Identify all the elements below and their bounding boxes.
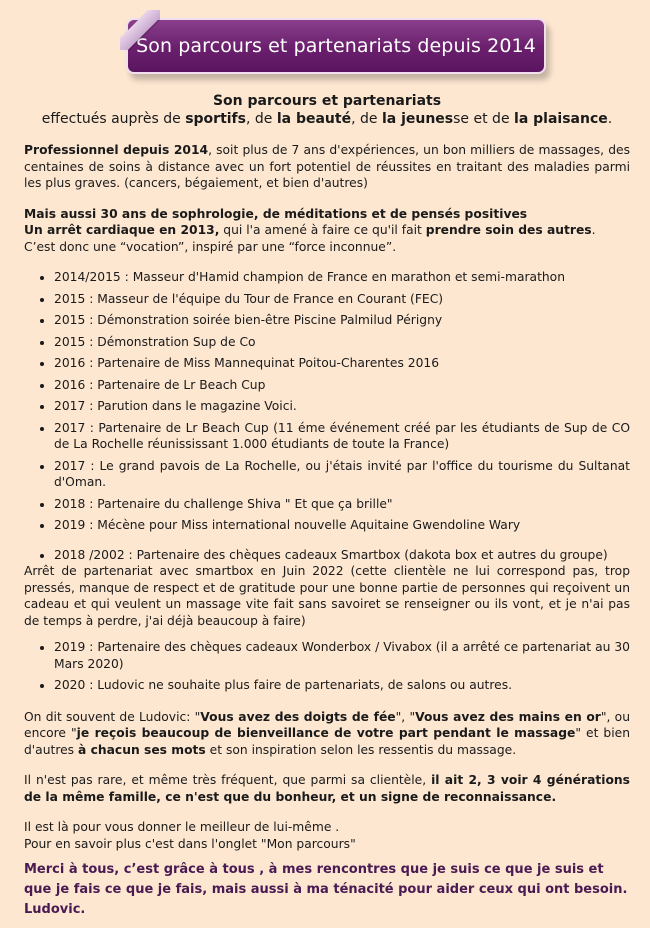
quotes-paragraph: On dit souvent de Ludovic: "Vous avez des doigts de fée", "Vous avez des mains en or", ou encore "je reçois beaucoup de bienveillance de votre part pendant le massage" et bien d'autres à chacun ses mots et son inspiration selon les ressentis du massage. <box>24 709 630 757</box>
smartbox-paragraph: Arrêt de partenariat avec smartbox en Juin 2022 (cette clientèle ne lui correspond pas, trop pressés, manque de respect et de gratitude pour une bonne partie de personnes qui reçoivent un cadeau et qui veulent un massage vite fait sans savoiret se renseigner ou ils vont, et je n'ai pas de temps à perdre, j'ai déjà beaucoup à faire) <box>24 564 630 628</box>
banner-title: Son parcours et partenariats depuis 2014 <box>126 18 546 74</box>
smartbox-list <box>24 547 630 564</box>
sophrology-paragraph: Mais aussi 30 ans de sophrologie, de méditations et de pensés positives Un arrêt cardiaque en 2013, qui l'a amené à faire ce qu'il fait prendre soin des autres. C’est donc une “vocation”, inspiré par une “force inconnue”. <box>24 206 596 254</box>
partners-list <box>24 639 630 694</box>
ribbon-corner-icon <box>120 10 160 50</box>
intro-paragraph: Professionnel depuis 2014, soit plus de 7 ans d'expériences, un bon milliers de massages, des centaines de soins à distance avec un fort potentiel de réussites en traitant des maladies parmi les plus graves. (cancers, bégaiement, et bien d'autres) <box>24 143 630 190</box>
list-item: • 2015 : Démonstration soirée bien-être Piscine Palmilud Périgny <box>54 312 630 329</box>
list-item: • 2017 : Partenaire de Lr Beach Cup (11 éme événement créé par les étudiants de Sup de CO de La Rochelle réunississant 1.000 étudiants de toute la France) <box>54 420 630 453</box>
list-item: • 2017 : Le grand pavois de La Rochelle, ou j'étais invité par l'office du tourisme du Sultanat d'Oman. <box>54 458 630 491</box>
section-heading <box>24 92 630 128</box>
list-item: • 2018 /2002 : Partenaire des chèques cadeaux Smartbox (dakota box et autres du groupe) <box>54 547 630 564</box>
heading-line2: effectués auprès de sportifs, de la beauté, de la jeunesse et de la plaisance. <box>41 111 613 127</box>
closing-paragraph: Il est là pour vous donner le meilleur de lui-même . Pour en savoir plus c'est dans l'onglet "Mon parcours" <box>24 820 356 851</box>
thanks-paragraph: Merci à tous, c’est grâce à tous , à mes rencontres que je suis ce que je suis et que je fais ce que je fais, mais aussi à ma ténacité pour aider ceux qui ont besoin. Ludovic. <box>24 862 628 917</box>
list-item: • 2018 : Partenaire du challenge Shiva " Et que ça brille" <box>54 496 630 513</box>
list-item: • 2015 : Masseur de l'équipe du Tour de France en Courant (FEC) <box>54 291 630 308</box>
list-item: • 2015 : Démonstration Sup de Co <box>54 334 630 351</box>
list-item: • 2019 : Partenaire des chèques cadeaux Wonderbox / Vivabox (il a arrêté ce partenariat au 30 Mars 2020) <box>54 639 630 672</box>
list-item: • 2014/2015 : Masseur d'Hamid champion de France en marathon et semi-marathon <box>54 269 630 286</box>
list-item: • 2016 : Partenaire de Miss Mannequinat Poitou-Charentes 2016 <box>54 355 630 372</box>
main-content <box>24 92 630 920</box>
list-item: • 2017 : Parution dans le magazine Voici. <box>54 398 630 415</box>
family-paragraph: Il n'est pas rare, et même très fréquent, que parmi sa clientèle, il ait 2, 3 voir 4 générations de la même famille, ce n'est que du bonheur, et un signe de reconnaissance. <box>24 773 630 804</box>
list-item: • 2019 : Mécène pour Miss international nouvelle Aquitaine Gwendoline Wary <box>54 517 630 534</box>
timeline-list <box>24 269 630 534</box>
sophrology-line1: Mais aussi 30 ans de sophrologie, de méditations et de pensés positives <box>24 206 528 221</box>
heading-line1: Son parcours et partenariats <box>212 93 442 109</box>
list-item: • 2016 : Partenaire de Lr Beach Cup <box>54 377 630 394</box>
sophrology-line3: C’est donc une “vocation”, inspiré par une “force inconnue”. <box>24 239 397 254</box>
list-item: • 2020 : Ludovic ne souhaite plus faire de partenariats, de salons ou autres. <box>54 677 630 694</box>
title-banner <box>126 18 550 80</box>
